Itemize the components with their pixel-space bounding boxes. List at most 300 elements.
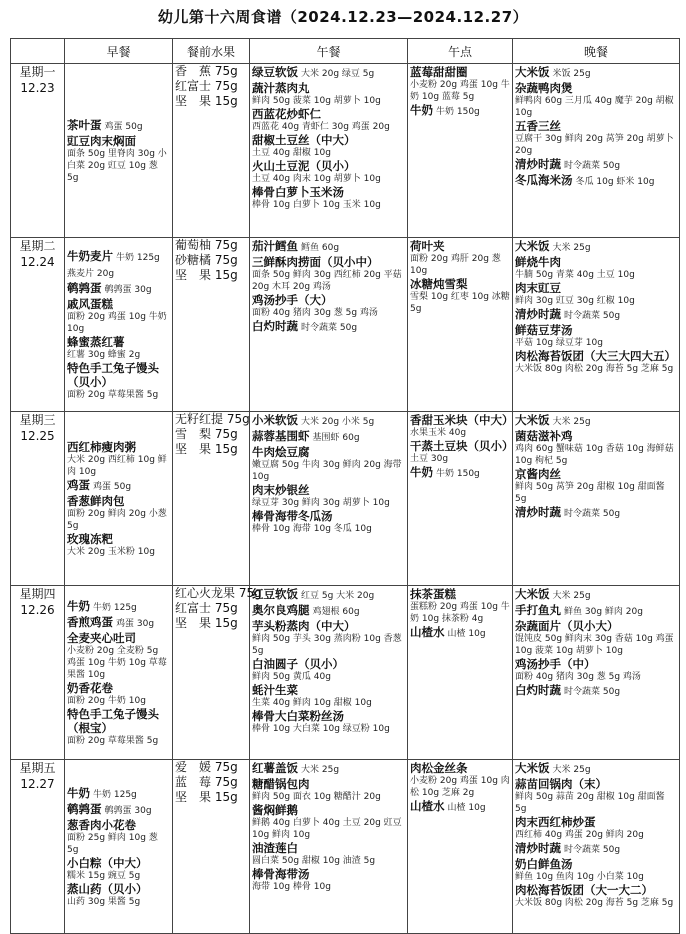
lunch-ingredients: 大米 20g 小米 5g	[301, 417, 375, 427]
breakfast-list	[67, 785, 170, 908]
lunch-ingredients: 绿豆芽 30g 鲜肉 30g 胡萝卜 10g	[252, 498, 390, 508]
lunch-cell	[250, 64, 408, 238]
dinner-ingredients: 平菇 10g 绿豆芽 10g	[515, 338, 603, 348]
snack-dish-name: 牛奶 牛奶 150g	[410, 103, 480, 117]
breakfast-ingredients: 鹌鹑蛋 30g	[104, 285, 152, 295]
dinner-item	[515, 323, 677, 349]
dinner-item	[515, 505, 677, 521]
lunch-item	[252, 445, 405, 483]
dinner-item	[515, 777, 677, 815]
fruit-cell	[173, 760, 250, 934]
breakfast-item	[67, 134, 170, 184]
dinner-ingredients: 豆腐干 30g 鲜肉 20g 莴笋 20g 胡萝卜 20g	[515, 134, 674, 156]
breakfast-dish-name: 鹌鹑蛋 鹌鹑蛋 30g	[67, 281, 152, 295]
fruit-item: 坚 果 15g	[175, 94, 238, 108]
snack-dish-name: 肉松金丝条	[410, 761, 468, 775]
fruit-cell	[173, 412, 250, 586]
dinner-ingredients: 大米 25g	[552, 591, 591, 601]
lunch-item	[252, 683, 405, 709]
breakfast-dish-name: 牛奶麦片 牛奶 125g 燕麦片 20g	[67, 249, 160, 279]
day-cell	[11, 586, 65, 760]
lunch-dish-name: 棒骨大白菜粉丝汤	[252, 709, 344, 723]
day-cell	[11, 64, 65, 238]
weekly-menu-table	[10, 38, 680, 934]
dinner-item	[515, 467, 677, 505]
snack-cell	[408, 64, 513, 238]
dinner-dish-name: 冬瓜海米汤 冬瓜 10g 虾米 10g	[515, 173, 655, 187]
weekday-name: 星期一	[19, 65, 56, 79]
breakfast-item	[67, 118, 170, 134]
snack-cell	[408, 412, 513, 586]
dinner-ingredients: 大米饭 80g 肉松 20g 海苔 5g 芝麻 5g	[515, 898, 674, 908]
lunch-ingredients: 鲜鹅 40g 白萝卜 40g 土豆 20g 豇豆 10g 鲜肉 10g	[252, 818, 402, 840]
breakfast-item	[67, 281, 170, 297]
weekday-name: 星期四	[19, 587, 56, 601]
snack-ingredients: 水果玉米 40g	[410, 428, 467, 438]
breakfast-dish-name: 奶香花卷	[67, 681, 113, 695]
menu-body	[11, 64, 680, 934]
day-cell	[11, 760, 65, 934]
lunch-dish-name: 白油圆子（贝小）	[252, 657, 344, 671]
breakfast-item	[67, 631, 170, 681]
snack-item	[410, 413, 514, 439]
dinner-ingredients: 大米饭 80g 肉松 20g 海苔 5g 芝麻 5g	[515, 364, 674, 374]
dinner-ingredients: 鲜肉 50g 莴笋 20g 甜椒 10g 甜面酱 5g	[515, 482, 665, 504]
dinner-list	[515, 760, 677, 909]
snack-dish-name: 香甜玉米块（中大）	[410, 413, 514, 427]
snack-dish-name: 抹茶蛋糕	[410, 587, 456, 601]
lunch-ingredients: 圆白菜 50g 甜椒 10g 油渣 5g	[252, 856, 376, 866]
dinner-cell	[513, 64, 680, 238]
breakfast-cell	[65, 586, 173, 760]
dinner-item	[515, 429, 677, 467]
lunch-item	[252, 107, 405, 133]
breakfast-ingredients: 面粉 20g 草莓果酱 5g	[67, 390, 159, 400]
lunch-item	[252, 841, 405, 867]
snack-ingredients: 雪梨 10g 红枣 10g 冰糖 5g	[410, 292, 510, 314]
breakfast-item	[67, 532, 170, 558]
snack-item	[410, 799, 510, 815]
snack-list	[410, 760, 510, 815]
dinner-dish-name: 清炒时蔬 时令蔬菜 50g	[515, 307, 621, 321]
dinner-item	[515, 81, 677, 119]
dinner-item	[515, 619, 677, 657]
lunch-dish-name: 糖醋锅包肉	[252, 777, 310, 791]
breakfast-item	[67, 249, 170, 281]
dinner-ingredients: 时令蔬菜 50g	[564, 845, 621, 855]
fruit-item: 红富士 75g	[175, 79, 238, 93]
dinner-dish-name: 肉松海苔饭团（大三大四大五）	[515, 349, 676, 363]
breakfast-ingredients: 鸡蛋 50g	[104, 122, 143, 132]
snack-ingredients: 牛奶 150g	[436, 107, 480, 117]
breakfast-dish-name: 香煎鸡蛋 鸡蛋 30g	[67, 615, 155, 629]
page-title: 幼儿第十六周食谱（2024.12.23—2024.12.27）	[157, 8, 529, 26]
dinner-cell	[513, 238, 680, 412]
lunch-cell	[250, 412, 408, 586]
lunch-dish-name: 红薯盖饭 大米 25g	[252, 761, 340, 775]
dinner-item	[515, 841, 677, 857]
lunch-ingredients: 棒骨 10g 海带 10g 冬瓜 10g	[252, 524, 372, 534]
breakfast-cell	[65, 238, 173, 412]
lunch-dish-name: 棒骨海带汤	[252, 867, 310, 881]
lunch-ingredients: 西蓝花 40g 青虾仁 30g 鸡蛋 20g	[252, 122, 390, 132]
snack-cell	[408, 238, 513, 412]
lunch-ingredients: 鲜肉 50g 黄瓜 40g	[252, 672, 331, 682]
header-breakfast: 早餐	[65, 39, 173, 64]
dinner-dish-name: 大米饭 大米 25g	[515, 761, 591, 775]
breakfast-dish-name: 茶叶蛋 鸡蛋 50g	[67, 118, 143, 132]
lunch-dish-name: 蔬汁蒸肉丸	[252, 81, 310, 95]
breakfast-ingredients: 牛奶 125g 燕麦片 20g	[67, 253, 160, 279]
lunch-dish-name: 西蓝花炒虾仁	[252, 107, 321, 121]
lunch-item	[252, 761, 405, 777]
breakfast-item	[67, 818, 170, 856]
dinner-item	[515, 857, 677, 883]
fruit-item: 香 蕉 75g	[175, 64, 238, 78]
lunch-item	[252, 509, 405, 535]
weekday-date: 12.25	[20, 429, 55, 443]
fruit-cell	[173, 64, 250, 238]
lunch-ingredients: 时令蔬菜 50g	[301, 323, 358, 333]
lunch-item	[252, 429, 405, 445]
fruit-item: 砂糖橘 75g	[175, 253, 238, 267]
weekday-date: 12.24	[20, 255, 55, 269]
lunch-item	[252, 255, 405, 293]
fruit-item: 坚 果 15g	[175, 616, 238, 630]
lunch-item	[252, 239, 405, 255]
snack-item	[410, 439, 514, 465]
dinner-dish-name: 鲜烧牛肉	[515, 255, 561, 269]
lunch-dish-name: 鸡汤抄手（大）	[252, 293, 333, 307]
dinner-item	[515, 883, 677, 909]
lunch-item	[252, 777, 405, 803]
breakfast-ingredients: 红薯 30g 蜂蜜 2g	[67, 350, 141, 360]
dinner-dish-name: 杂蔬面片（贝小大）	[515, 619, 619, 633]
dinner-ingredients: 时令蔬菜 50g	[564, 509, 621, 519]
snack-list	[410, 586, 510, 641]
snack-item	[410, 65, 510, 103]
dinner-dish-name: 鸡汤抄手（中）	[515, 657, 596, 671]
breakfast-dish-name: 小白粽（中大）	[67, 856, 148, 870]
breakfast-list	[67, 117, 170, 184]
dinner-ingredients: 鲜鱼 30g 鲜肉 20g	[564, 607, 643, 617]
lunch-ingredients: 面条 50g 鲜肉 30g 西红柿 20g 平菇 20g 木耳 20g 鸡汤	[252, 270, 402, 292]
breakfast-item	[67, 802, 170, 818]
dinner-item	[515, 815, 677, 841]
day-cell	[11, 238, 65, 412]
lunch-item	[252, 709, 405, 735]
dinner-item	[515, 255, 677, 281]
dinner-dish-name: 鲜菇豆芽汤	[515, 323, 573, 337]
breakfast-list	[67, 598, 170, 747]
breakfast-dish-name: 鹌鹑蛋 鹌鹑蛋 30g	[67, 802, 152, 816]
dinner-ingredients: 鲜肉 50g 蒜苗 20g 甜椒 10g 甜面酱 5g	[515, 792, 665, 814]
day-cell	[11, 412, 65, 586]
lunch-dish-name: 肉末炒银丝	[252, 483, 310, 497]
dinner-ingredients: 馄饨皮 50g 鲜肉末 30g 香菇 10g 鸡蛋 10g 菠菜 10g 胡萝卜 10g	[515, 634, 674, 656]
breakfast-dish-name: 西红柿瘦肉粥	[67, 440, 136, 454]
breakfast-cell	[65, 412, 173, 586]
dinner-list	[515, 238, 677, 375]
dinner-ingredients: 大米 25g	[552, 417, 591, 427]
breakfast-dish-name: 香葱鲜肉包	[67, 494, 125, 508]
day-row	[11, 64, 680, 238]
breakfast-dish-name: 玫瑰冻粑	[67, 532, 113, 546]
dinner-dish-name: 杂蔬鸭肉煲	[515, 81, 573, 95]
dinner-ingredients: 冬瓜 10g 虾米 10g	[575, 177, 655, 187]
lunch-ingredients: 鲜肉 50g 菠菜 10g 胡萝卜 10g	[252, 96, 381, 106]
lunch-dish-name: 棒骨白萝卜玉米汤	[252, 185, 344, 199]
dinner-ingredients: 牛腩 50g 青菜 40g 土豆 10g	[515, 270, 635, 280]
weekday-date: 12.27	[20, 777, 55, 791]
snack-list	[410, 238, 510, 315]
breakfast-ingredients: 小麦粉 20g 全麦粉 5g 鸡蛋 10g 牛奶 10g 草莓果酱 10g	[67, 646, 167, 680]
breakfast-item	[67, 681, 170, 707]
dinner-ingredients: 鲜鸭肉 60g 三月瓜 40g 魔芋 20g 胡椒 10g	[515, 96, 674, 118]
breakfast-item	[67, 361, 170, 401]
lunch-ingredients: 棒骨 10g 大白菜 10g 绿豆粉 10g	[252, 724, 390, 734]
breakfast-ingredients: 面粉 25g 鲜肉 10g 葱 5g	[67, 833, 158, 855]
breakfast-item	[67, 440, 170, 478]
lunch-cell	[250, 586, 408, 760]
breakfast-item	[67, 478, 170, 494]
snack-item	[410, 587, 510, 625]
snack-ingredients: 土豆 30g	[410, 454, 449, 464]
weekday-name: 星期二	[19, 239, 56, 253]
lunch-ingredients: 大米 20g 绿豆 5g	[301, 69, 375, 79]
breakfast-dish-name: 特色手工兔子馒头（根宝）	[67, 707, 159, 735]
breakfast-dish-name: 鸡蛋 鸡蛋 50g	[67, 478, 132, 492]
fruit-item: 爱 媛 75g	[175, 760, 238, 774]
dinner-item	[515, 119, 677, 157]
lunch-item	[252, 483, 405, 509]
lunch-dish-name: 白灼时蔬 时令蔬菜 50g	[252, 319, 358, 333]
dinner-dish-name: 五香三丝	[515, 119, 561, 133]
dinner-item	[515, 307, 677, 323]
dinner-dish-name: 菌菇滋补鸡	[515, 429, 573, 443]
snack-list	[410, 412, 514, 481]
day-row	[11, 412, 680, 586]
dinner-item	[515, 173, 677, 189]
lunch-dish-name: 奥尔良鸡腿 鸡翅根 60g	[252, 603, 360, 617]
dinner-dish-name: 肉末豇豆	[515, 281, 561, 295]
fruit-item: 坚 果 15g	[175, 790, 238, 804]
lunch-dish-name: 甜椒土豆丝（中大）	[252, 133, 356, 147]
fruit-item: 蓝 莓 75g	[175, 775, 238, 789]
lunch-item	[252, 185, 405, 211]
lunch-item	[252, 619, 405, 657]
day-row	[11, 760, 680, 934]
lunch-ingredients: 大米 25g	[301, 765, 340, 775]
dinner-item	[515, 239, 677, 255]
fruit-item: 坚 果 15g	[175, 442, 238, 456]
breakfast-item	[67, 707, 170, 747]
breakfast-ingredients: 大米 20g 玉米粉 10g	[67, 547, 155, 557]
dinner-item	[515, 683, 677, 699]
snack-item	[410, 239, 510, 277]
lunch-dish-name: 绿豆软饭 大米 20g 绿豆 5g	[252, 65, 375, 79]
dinner-ingredients: 时令蔬菜 50g	[564, 311, 621, 321]
breakfast-item	[67, 786, 170, 802]
snack-dish-name: 牛奶 牛奶 150g	[410, 465, 480, 479]
breakfast-ingredients: 鸡蛋 30g	[116, 619, 155, 629]
header-dinner: 晚餐	[513, 39, 680, 64]
breakfast-dish-name: 葱香肉小花卷	[67, 818, 136, 832]
lunch-dish-name: 蒜蓉基围虾 基围虾 60g	[252, 429, 360, 443]
lunch-item	[252, 603, 405, 619]
dinner-item	[515, 657, 677, 683]
lunch-dish-name: 蚝汁生菜	[252, 683, 298, 697]
header-day	[11, 39, 65, 64]
dinner-dish-name: 奶白鲜鱼汤	[515, 857, 573, 871]
lunch-ingredients: 棒骨 10g 白萝卜 10g 玉米 10g	[252, 200, 381, 210]
breakfast-item	[67, 494, 170, 532]
snack-dish-name: 荷叶夹	[410, 239, 445, 253]
lunch-ingredients: 红豆 5g 大米 20g	[301, 591, 375, 601]
dinner-item	[515, 65, 677, 81]
dinner-dish-name: 大米饭 大米 25g	[515, 239, 591, 253]
dinner-cell	[513, 760, 680, 934]
dinner-dish-name: 大米饭 大米 25g	[515, 413, 591, 427]
breakfast-item	[67, 335, 170, 361]
dinner-item	[515, 413, 677, 429]
dinner-ingredients: 大米 25g	[552, 765, 591, 775]
snack-item	[410, 277, 510, 315]
lunch-item	[252, 81, 405, 107]
snack-dish-name: 山楂水 山楂 10g	[410, 625, 486, 639]
breakfast-ingredients: 牛奶 125g	[93, 790, 137, 800]
breakfast-dish-name: 牛奶 牛奶 125g	[67, 786, 137, 800]
breakfast-dish-name: 全麦夹心吐司	[67, 631, 136, 645]
lunch-cell	[250, 760, 408, 934]
breakfast-ingredients: 鸡蛋 50g	[93, 482, 132, 492]
snack-ingredients: 山楂 10g	[447, 803, 486, 813]
lunch-item	[252, 413, 405, 429]
dinner-dish-name: 清炒时蔬 时令蔬菜 50g	[515, 505, 621, 519]
dinner-dish-name: 京酱肉丝	[515, 467, 561, 481]
breakfast-ingredients: 大米 20g 西红柿 10g 鲜肉 10g	[67, 455, 167, 477]
lunch-ingredients: 鲜肉 50g 芋头 30g 蒸肉粉 10g 香葱 5g	[252, 634, 402, 656]
snack-ingredients: 小麦粉 20g 鸡蛋 10g 肉松 10g 芝麻 2g	[410, 776, 510, 798]
dinner-cell	[513, 412, 680, 586]
snack-ingredients: 牛奶 150g	[436, 469, 480, 479]
dinner-ingredients: 鲜肉 30g 豇豆 30g 红椒 10g	[515, 296, 635, 306]
breakfast-list	[67, 248, 170, 401]
dinner-ingredients: 鲜鱼 10g 鱼肉 10g 小白菜 10g	[515, 872, 644, 882]
dinner-item	[515, 587, 677, 603]
lunch-list	[252, 412, 405, 535]
fruit-item: 雪 梨 75g	[175, 427, 238, 441]
snack-dish-name: 蓝莓甜甜圈	[410, 65, 468, 79]
dinner-item	[515, 761, 677, 777]
snack-item	[410, 103, 510, 119]
lunch-ingredients: 基围虾 60g	[312, 433, 360, 443]
breakfast-dish-name: 牛奶 牛奶 125g	[67, 599, 137, 613]
dinner-cell	[513, 586, 680, 760]
snack-cell	[408, 760, 513, 934]
dinner-ingredients: 鸡肉 60g 蟹味菇 10g 香菇 10g 海鲜菇 10g 枸杞 5g	[515, 444, 674, 466]
breakfast-ingredients: 面粉 20g 鸡蛋 10g 牛奶 10g	[67, 312, 167, 334]
dinner-item	[515, 349, 677, 375]
dinner-dish-name: 手打鱼丸 鲜鱼 30g 鲜肉 20g	[515, 603, 643, 617]
header-snack: 午点	[408, 39, 513, 64]
header-fruit: 餐前水果	[173, 39, 250, 64]
lunch-dish-name: 棒骨海带冬瓜汤	[252, 509, 333, 523]
lunch-list	[252, 238, 405, 335]
lunch-ingredients: 嫩豆腐 50g 牛肉 30g 鲜肉 20g 海带 10g	[252, 460, 402, 482]
breakfast-item	[67, 615, 170, 631]
dinner-list	[515, 586, 677, 699]
breakfast-item	[67, 297, 170, 335]
breakfast-dish-name: 蒸山药（贝小）	[67, 882, 148, 896]
lunch-dish-name: 油渣莲白	[252, 841, 298, 855]
fruit-item: 坚 果 15g	[175, 268, 238, 282]
snack-ingredients: 小麦粉 20g 鸡蛋 10g 牛奶 10g 蓝莓 5g	[410, 80, 510, 102]
breakfast-ingredients: 面粉 20g 牛奶 10g	[67, 696, 146, 706]
weekday-name: 星期三	[19, 413, 56, 427]
dinner-item	[515, 157, 677, 173]
snack-ingredients: 面粉 20g 鸡肝 20g 葱 10g	[410, 254, 501, 276]
lunch-dish-name: 三鲜酥肉捞面（贝小中）	[252, 255, 379, 269]
dinner-dish-name: 大米饭 米饭 25g	[515, 65, 591, 79]
snack-cell	[408, 586, 513, 760]
breakfast-ingredients: 面条 50g 里脊肉 30g 小白菜 20g 豇豆 10g 葱 5g	[67, 149, 167, 183]
weekday-date: 12.26	[20, 603, 55, 617]
breakfast-cell	[65, 760, 173, 934]
lunch-item	[252, 657, 405, 683]
fruit-item: 红心火龙果 75g	[175, 586, 262, 600]
lunch-dish-name: 酱焖鲜鹅	[252, 803, 298, 817]
lunch-ingredients: 鸡翅根 60g	[312, 607, 360, 617]
lunch-item	[252, 65, 405, 81]
fruit-cell	[173, 586, 262, 760]
lunch-ingredients: 土豆 40g 肉末 10g 胡萝卜 10g	[252, 174, 381, 184]
dinner-dish-name: 清炒时蔬 时令蔬菜 50g	[515, 157, 621, 171]
dinner-dish-name: 大米饭 大米 25g	[515, 587, 591, 601]
snack-item	[410, 465, 510, 481]
dinner-ingredients: 面粉 40g 猪肉 30g 葱 5g 鸡汤	[515, 672, 641, 682]
snack-ingredients: 山楂 10g	[447, 629, 486, 639]
lunch-cell	[250, 238, 408, 412]
breakfast-cell	[65, 64, 173, 238]
breakfast-ingredients: 面粉 20g 鲜肉 20g 小葱 5g	[67, 509, 167, 531]
snack-dish-name: 冰糖炖雪梨	[410, 277, 468, 291]
weekday-name: 星期五	[19, 761, 56, 775]
fruit-item: 红富士 75g	[175, 601, 238, 615]
dinner-ingredients: 大米 25g	[552, 243, 591, 253]
dinner-dish-name: 肉松海苔饭团（大一大二）	[515, 883, 653, 897]
dinner-ingredients: 西红柿 40g 鸡蛋 20g 鲜肉 20g	[515, 830, 644, 840]
fruit-cell	[173, 238, 250, 412]
breakfast-ingredients: 面粉 20g 草莓果酱 5g	[67, 736, 159, 746]
breakfast-ingredients: 鹌鹑蛋 30g	[104, 806, 152, 816]
lunch-ingredients: 海带 10g 棒骨 10g	[252, 882, 331, 892]
lunch-ingredients: 鲜肉 50g 面衣 10g 糖醋汁 20g	[252, 792, 381, 802]
lunch-dish-name: 茄汁鳕鱼 鳕鱼 60g	[252, 239, 340, 253]
lunch-item	[252, 293, 405, 319]
lunch-ingredients: 土豆 40g 甜椒 10g	[252, 148, 331, 158]
dinner-dish-name: 白灼时蔬 时令蔬菜 50g	[515, 683, 621, 697]
lunch-item	[252, 159, 405, 185]
snack-item	[410, 761, 510, 799]
lunch-item	[252, 319, 405, 335]
lunch-item	[252, 803, 405, 841]
dinner-dish-name: 肉末西红柿炒蛋	[515, 815, 596, 829]
snack-dish-name: 干蒸土豆块（贝小）	[410, 439, 514, 453]
lunch-dish-name: 红豆软饭 红豆 5g 大米 20g	[252, 587, 375, 601]
dinner-ingredients: 时令蔬菜 50g	[564, 161, 621, 171]
dinner-dish-name: 蒜苗回锅肉（末）	[515, 777, 607, 791]
